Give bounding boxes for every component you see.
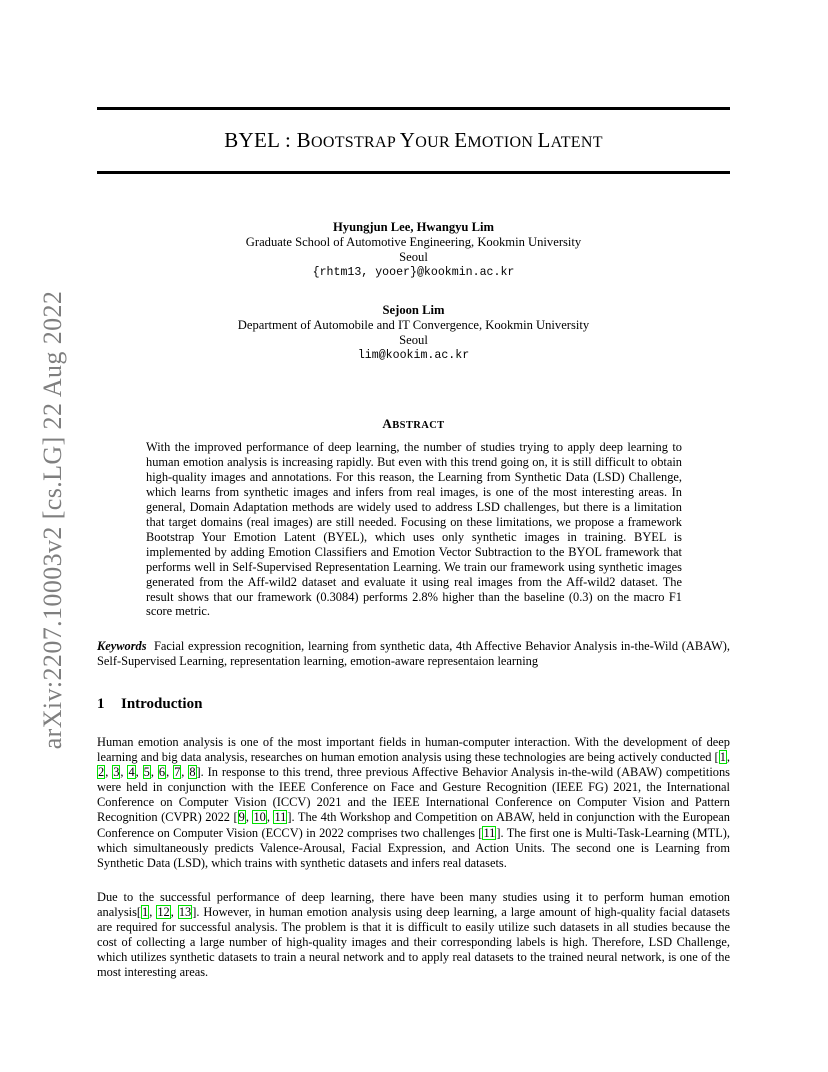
citation-link[interactable]: 12 [157, 905, 170, 920]
citation-link[interactable]: 4 [128, 765, 135, 780]
author-affiliation: Graduate School of Automotive Engineering, Kookmin University [245, 235, 582, 249]
keywords-label: Keywords [97, 639, 147, 653]
author-block [97, 303, 730, 363]
citation-link[interactable]: 13 [178, 905, 192, 920]
citation-link[interactable]: 6 [158, 765, 166, 780]
citation-link[interactable]: 7 [174, 765, 181, 780]
citation-link[interactable]: 9 [238, 810, 245, 825]
abstract-text: With the improved performance of deep learning, the number of studies trying to apply deep learning to human emotion analysis is increasing rapidly. But even with this trend going on, it is still difficult to obtain high-quality images and annotations. For this reason, the Learning from Synthetic Data (LSD) Challenge, which learns from synthetic images and infers from real images, is one of the most interesting areas. In general, Domain Adaptation methods are widely used to address LSD challenges, but there is a limitation that target domains (real images) are still needed. Focusing on these limitations, we propose a framework Bootstrap Your Emotion Latent (BYEL), which uses only synthetic images in training. BYEL is implemented by adding Emotion Classifiers and Emotion Vector Subtraction to the BYOL framework that performs well in Self-Supervised Representation Learning. We train our framework using synthetic images generated from the Aff-wild2 dataset and evaluate it using real images from the Aff-wild2 dataset. The result shows that our framework (0.3084) performs 2.8% higher than the baseline (0.3) on the macro F1 score metric. [146, 440, 682, 619]
abstract-heading: ABSTRACT [382, 416, 445, 431]
section-heading [97, 696, 202, 713]
citation-link[interactable]: 8 [189, 765, 196, 780]
citation-link[interactable]: 1 [142, 905, 149, 920]
citation-link[interactable]: 10 [253, 810, 266, 825]
author-email: {rhtm13, yooer}@kookmin.ac.kr [312, 266, 515, 279]
citation-link[interactable]: 11 [274, 810, 287, 825]
author-block [97, 220, 730, 280]
paper-title: BYEL : BOOTSTRAP YOUR EMOTION LATENT [224, 128, 603, 152]
arxiv-stamp: arXiv:2207.10003v2 [cs.LG] 22 Aug 2022 [38, 290, 67, 750]
citation-link[interactable]: 11 [483, 825, 496, 840]
author-affiliation: Department of Automobile and IT Convergence, Kookmin University [237, 318, 590, 332]
intro-paragraph: Human emotion analysis is one of the most important fields in human-computer interaction. With the development of deep learning and big data analysis, researches on human emotion analysis using these technologies are being actively conducted [1, 2, 3, 4, 5, 6, 7, 8]. In response to this trend, three previous Affective Behavior Analysis in-the-wild (ABAW) competitions were held in conjunction with the IEEE Conference on Face and Gesture Recognition (IEEE FG) 2021, the International Conference on Computer Vision (ICCV) 2021 and the IEEE International Conference on Computer Vision and Pattern Recognition (CVPR) 2022 [9, 10, 11]. The 4th Workshop and Competition on ABAW, held in conjunction with the European Conference on Computer Vision (ECCV) in 2022 comprises two challenges [11]. The first one is Multi-Task-Learning (MTL), which simultaneously predicts Valence-Arousal, Facial Expression, and Action Units. The second one is Learning from Synthetic Data (LSD), which trains with synthetic datasets and infers real datasets. [97, 735, 731, 870]
title-rule-top [97, 107, 730, 110]
section-number: 1 [97, 696, 105, 712]
citation-link[interactable]: 2 [98, 765, 105, 780]
title-rule-bottom [97, 171, 730, 174]
author-city: Seoul [399, 250, 428, 264]
author-names: Hyungjun Lee, Hwangyu Lim [333, 220, 494, 234]
author-names: Sejoon Lim [382, 303, 445, 317]
citation-link[interactable]: 5 [143, 765, 150, 780]
intro-paragraph: Due to the successful performance of deep learning, there have been many studies using it to perform human emotion analysis[1, 12, 13]. However, in human emotion analysis using deep learning, a large amount of high-quality facial datasets are required for successful analysis. The problem is that it is difficult to easily utilize such datasets in all studies because the cost of collecting a large number of high-quality images and their corresponding labels is high. Therefore, LSD Challenge, which utilizes synthetic datasets to train a neural network and to apply real datasets to the trained neural network, is one of the most interesting areas. [97, 890, 730, 980]
keywords-text: Facial expression recognition, learning from synthetic data, 4th Affective Behavior Analysis in-the-Wild (ABAW), Self-Supervised Learning, representation learning, emotion-aware representaion learning [97, 639, 730, 668]
keywords [97, 639, 730, 669]
author-email: lim@kookim.ac.kr [357, 349, 470, 362]
author-city: Seoul [399, 333, 428, 347]
citation-link[interactable]: 3 [113, 765, 120, 780]
section-title: Introduction [121, 696, 203, 712]
citation-link[interactable]: 1 [719, 750, 726, 765]
